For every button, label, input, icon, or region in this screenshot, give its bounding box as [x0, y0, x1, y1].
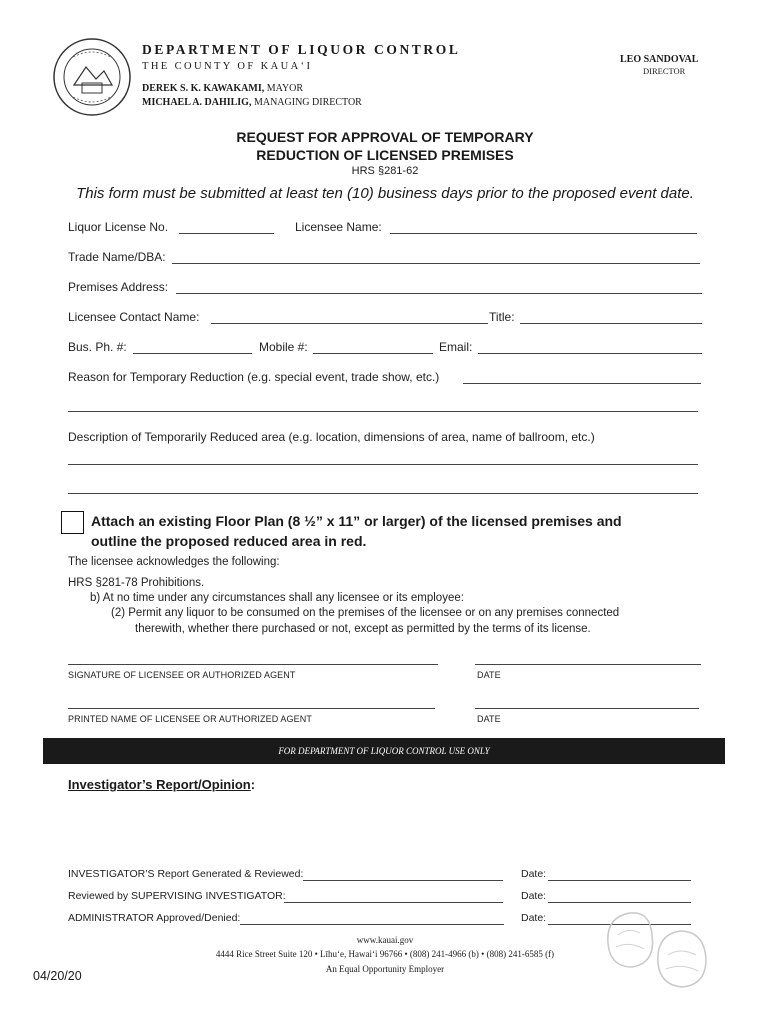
trade-name-input[interactable] — [172, 263, 700, 264]
printed-name-input[interactable] — [68, 708, 435, 709]
director-title: DIRECTOR — [643, 66, 686, 76]
contact-name-label: Licensee Contact Name: — [68, 310, 200, 324]
decorative-illustration-icon — [600, 905, 715, 990]
investigator-date-input[interactable] — [548, 880, 691, 881]
managing-director-line — [142, 97, 362, 108]
investigator-report-title — [68, 777, 255, 792]
description-input-line1[interactable] — [68, 464, 698, 465]
premises-address-input[interactable] — [176, 293, 702, 294]
footer-website: www.kauai.gov — [356, 935, 414, 945]
supervising-date-label: Date: — [521, 890, 547, 902]
mobile-input[interactable] — [313, 353, 433, 354]
signature-input[interactable] — [68, 664, 438, 665]
submission-notice: This form must be submitted at least ten (10) business days prior to the proposed event date. — [76, 185, 694, 202]
footer-equal-opportunity: An Equal Opportunity Employer — [325, 964, 445, 974]
contact-title-input[interactable] — [520, 323, 702, 324]
floor-plan-instruction-line2: outline the proposed reduced area in red. — [91, 533, 367, 549]
mobile-label: Mobile #: — [259, 340, 308, 354]
acknowledgement-statute: HRS §281-78 Prohibitions. — [68, 577, 205, 589]
mayor-name: DEREK S. K. KAWAKAMI, — [142, 83, 265, 94]
signature-label: SIGNATURE OF LICENSEE OR AUTHORIZED AGENT — [68, 670, 296, 680]
director-name: LEO SANDOVAL — [620, 54, 699, 65]
licensee-name-input[interactable] — [390, 233, 697, 234]
bus-phone-label: Bus. Ph. #: — [68, 340, 127, 354]
supervising-investigator-label: Reviewed by SUPERVISING INVESTIGATOR: — [68, 890, 286, 902]
acknowledgement-item-2-line2: therewith, whether there purchased or not, except as permitted by the terms of its license. — [135, 623, 591, 635]
printed-date-input[interactable] — [475, 708, 699, 709]
license-no-input[interactable] — [179, 233, 274, 234]
email-label: Email: — [439, 340, 473, 354]
office-use-label: FOR DEPARTMENT OF LIQUOR CONTROL USE ONLY — [278, 746, 490, 756]
printed-name-label: PRINTED NAME OF LICENSEE OR AUTHORIZED AGENT — [68, 714, 312, 724]
acknowledgement-item-b: b) At no time under any circumstances shall any licensee or its employee: — [90, 592, 464, 604]
printed-date-label: DATE — [477, 714, 501, 724]
description-input-line2[interactable] — [68, 493, 698, 494]
managing-director-title: MANAGING DIRECTOR — [253, 97, 362, 108]
investigator-report-input[interactable] — [303, 880, 503, 881]
floor-plan-checkbox[interactable] — [61, 511, 84, 534]
administrator-label: ADMINISTRATOR Approved/Denied: — [68, 912, 241, 924]
investigator-date-label: Date: — [521, 868, 547, 880]
administrator-date-label: Date: — [521, 912, 547, 924]
bus-phone-input[interactable] — [133, 353, 252, 354]
managing-director-name: MICHAEL A. DAHILIG, — [142, 97, 252, 108]
signature-date-label: DATE — [477, 670, 501, 680]
county-seal-icon — [52, 37, 132, 117]
contact-title-label: Title: — [489, 310, 515, 324]
email-input[interactable] — [478, 353, 702, 354]
licensee-name-label: Licensee Name: — [295, 220, 382, 234]
reason-input-line2[interactable] — [68, 411, 698, 412]
investigator-report-colon: : — [250, 777, 256, 792]
county-name: THE COUNTY OF KAUA‘I — [142, 61, 313, 72]
form-statute: HRS §281-62 — [351, 165, 419, 177]
form-title-line1: REQUEST FOR APPROVAL OF TEMPORARY — [236, 129, 534, 145]
contact-name-input[interactable] — [211, 323, 488, 324]
signature-date-input[interactable] — [475, 664, 701, 665]
description-label: Description of Temporarily Reduced area (e.g. location, dimensions of area, name of ballroom, etc.) — [68, 430, 595, 444]
reason-label: Reason for Temporary Reduction (e.g. special event, trade show, etc.) — [68, 370, 440, 384]
reason-input[interactable] — [463, 383, 701, 384]
investigator-report-title-text: Investigator’s Report/Opinion — [68, 777, 251, 792]
premises-address-label: Premises Address: — [68, 280, 169, 294]
mayor-line — [142, 83, 303, 94]
floor-plan-instruction — [91, 511, 691, 551]
revision-date: 04/20/20 — [33, 969, 82, 983]
license-no-label: Liquor License No. — [68, 220, 169, 234]
form-title-line2: REDUCTION OF LICENSED PREMISES — [256, 147, 514, 163]
footer-address: 4444 Rice Street Suite 120 • Līhu‘e, Hawai‘i 96766 • (808) 241-4966 (b) • (808) 241-6585 (f) — [215, 949, 555, 959]
acknowledgement-item-2-line1: (2) Permit any liquor to be consumed on the premises of the licensee or on any premises connected — [111, 607, 620, 619]
administrator-input[interactable] — [240, 924, 504, 925]
mayor-title: MAYOR — [266, 83, 304, 94]
trade-name-label: Trade Name/DBA: — [68, 250, 166, 264]
acknowledgement-intro: The licensee acknowledges the following: — [68, 556, 280, 568]
department-name: DEPARTMENT OF LIQUOR CONTROL — [142, 42, 461, 57]
supervising-investigator-input[interactable] — [284, 902, 503, 903]
investigator-report-label: INVESTIGATOR’S Report Generated & Reviewed: — [68, 868, 304, 880]
floor-plan-instruction-line1: Attach an existing Floor Plan (8 ½” x 11” or larger) of the licensed premises and — [91, 513, 622, 529]
supervising-date-input[interactable] — [548, 902, 691, 903]
